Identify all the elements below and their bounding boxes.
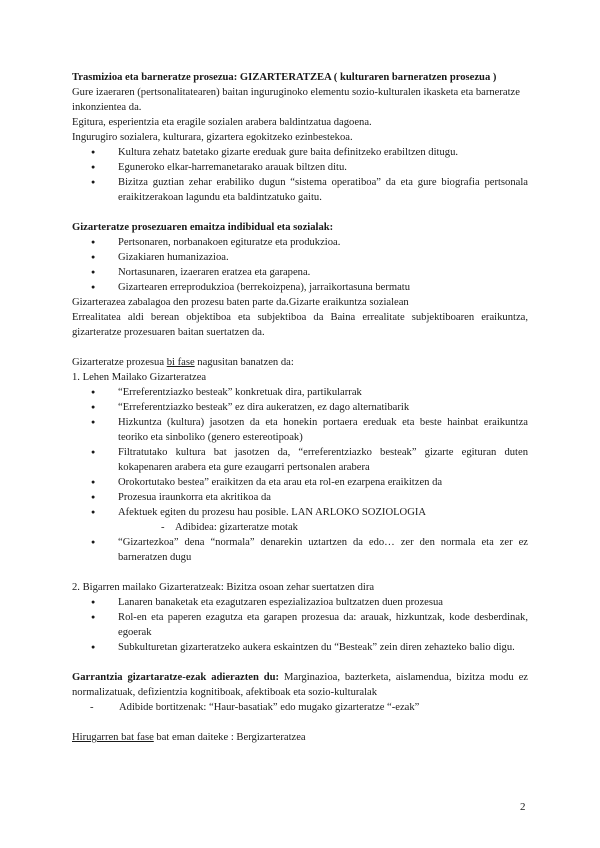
- list-item: ● Filtratutako kultura bat jasotzen da, “erreferentziazko besteak” gizarte egituran duten kokapenaren arabera eta gure ezaugarri pertsonalen arabera: [118, 445, 528, 475]
- bullet-list: [72, 535, 528, 565]
- phases-intro-link: bi fase: [166, 357, 195, 368]
- phase2-title: 2. Bigarren mailako Gizarteratzeak: Bizitza osoan zehar suertatzen dira: [72, 582, 375, 593]
- list-item: ● Prozesua iraunkorra eta akritikoa da: [118, 490, 528, 505]
- list-item: ● Pertsonaren, norbanakoen egituratze eta produkzioa.: [118, 235, 528, 250]
- list-item: ● Gizakiaren humanizazioa.: [118, 250, 528, 265]
- phases-intro: [72, 355, 528, 370]
- list-item: ● Afektuek egiten du prozesu hau posible. LAN ARLOKO SOZIOLOGIA: [118, 505, 528, 520]
- third-phase-link: Hirugarren bat fase: [72, 732, 154, 743]
- sub-list-item: - Adibide bortitzenak: “Haur-basatiak” edo mugako gizarteratze “-ezak”: [119, 700, 528, 715]
- third-phase-text: bat eman daiteke : Bergizarteratzea: [153, 732, 306, 743]
- list-item: ● Hizkuntza (kultura) jasotzen da eta honekin portaera ereduak eta beste hainbat eraikuntza teoriko eta sinboliko (genero estereotipoak): [118, 415, 528, 445]
- third-phase: [72, 730, 528, 745]
- list-item: ● Subkulturetan gizarteratzeko aukera eskaintzen du “Besteak” zein diren zehazteko balio digu.: [118, 640, 528, 655]
- phases-intro-before: Gizarteratze prozesua: [72, 357, 167, 368]
- sub-list-item: - Adibidea: gizarteratze motak: [175, 520, 528, 535]
- paragraph: Egitura, esperientzia eta eragile sozialen arabera baldintzatua dagoena.: [72, 117, 372, 128]
- list-item: ● “Gizartezkoa” dena “normala” denarekin uztartzen da edo… zer den normala eta zer ez barneratzen dugu: [118, 535, 528, 565]
- list-item: ● Gizartearen erreprodukzioa (berrekoizpena), jarraikortasuna bermatu: [118, 280, 528, 295]
- paragraph: Errealitatea aldi berean objektiboa eta subjektiboa da Baina errealitate subjektiboaren eraikuntza, gizarteratze prozesuaren baitan suertatzen da.: [72, 312, 528, 338]
- list-item: ● Bizitza guztian zehar erabiliko dugun “sistema operatiboa” da eta gure biografia pertsonala eraikitzerakoan lagundu eta baldintzatuko gaitu.: [118, 175, 528, 205]
- document-page: [72, 70, 528, 745]
- bullet-list: [72, 385, 528, 520]
- list-item: ● Orokortutako bestea” eraikitzen da eta arau eta rol-en ezarpena eraikitzen da: [118, 475, 528, 490]
- list-item: ● “Erreferentziazko besteak” ez dira aukeratzen, ez dago alternatibarik: [118, 400, 528, 415]
- list-item: ● Nortasunaren, izaeraren eratzea eta garapena.: [118, 265, 528, 280]
- list-item: ● Lanaren banaketak eta ezagutzaren espezializazioa bultzatzen duen prozesua: [118, 595, 528, 610]
- paragraph: Ingurugiro sozialera, kulturara, gizartera egokitzeko ezinbestekoa.: [72, 132, 353, 143]
- bullet-list: [72, 145, 528, 205]
- list-item: ● Eguneroko elkar-harremanetarako arauak biltzen ditu.: [118, 160, 528, 175]
- importance-label: Garrantzia gizartaratze-ezak adierazten du:: [72, 672, 280, 683]
- list-item: ● “Erreferentziazko besteak” konkretuak dira, partikularrak: [118, 385, 528, 400]
- sub-list: [72, 520, 528, 535]
- list-item: ● Rol-en eta paperen ezagutza eta garapen prozesua da: arauak, hizkuntzak, kode desberdinak, egoerak: [118, 610, 528, 640]
- importance-text: Marginazioa, bazterketa, aislamendua, bizitza modu ez normalizatuak, defizientzia kognitiboak, afektiboak eta sozio-kulturalak: [72, 672, 528, 698]
- bullet-list: [72, 595, 528, 655]
- list-item: ● Kultura zehatz batetako gizarte ereduak gure baita definitzeko erabiltzen ditugu.: [118, 145, 528, 160]
- section-heading-transmission: Trasmizioa eta barneratze prosezua: GIZARTERATZEA ( kulturaren barneratzen prosezua ): [72, 72, 497, 83]
- section-heading-effects: Gizarteratze prosezuaren emaitza indibidual eta sozialak:: [72, 222, 334, 233]
- paragraph: Gure izaeraren (pertsonalitatearen) baitan inguruginoko elementu sozio-kulturalen ikasketa eta barneratze inkonzientea da.: [72, 87, 520, 113]
- page-number: 2: [520, 801, 526, 813]
- paragraph: Gizarterazea zabalagoa den prozesu baten parte da.Gizarte eraikuntza sozialean: [72, 297, 409, 308]
- phase1-title: 1. Lehen Mailako Gizarteratzea: [72, 372, 207, 383]
- bullet-list: [72, 235, 528, 295]
- phases-intro-after: nagusitan banatzen da:: [194, 357, 294, 368]
- importance-paragraph: [72, 670, 528, 700]
- sub-list: [72, 700, 528, 715]
